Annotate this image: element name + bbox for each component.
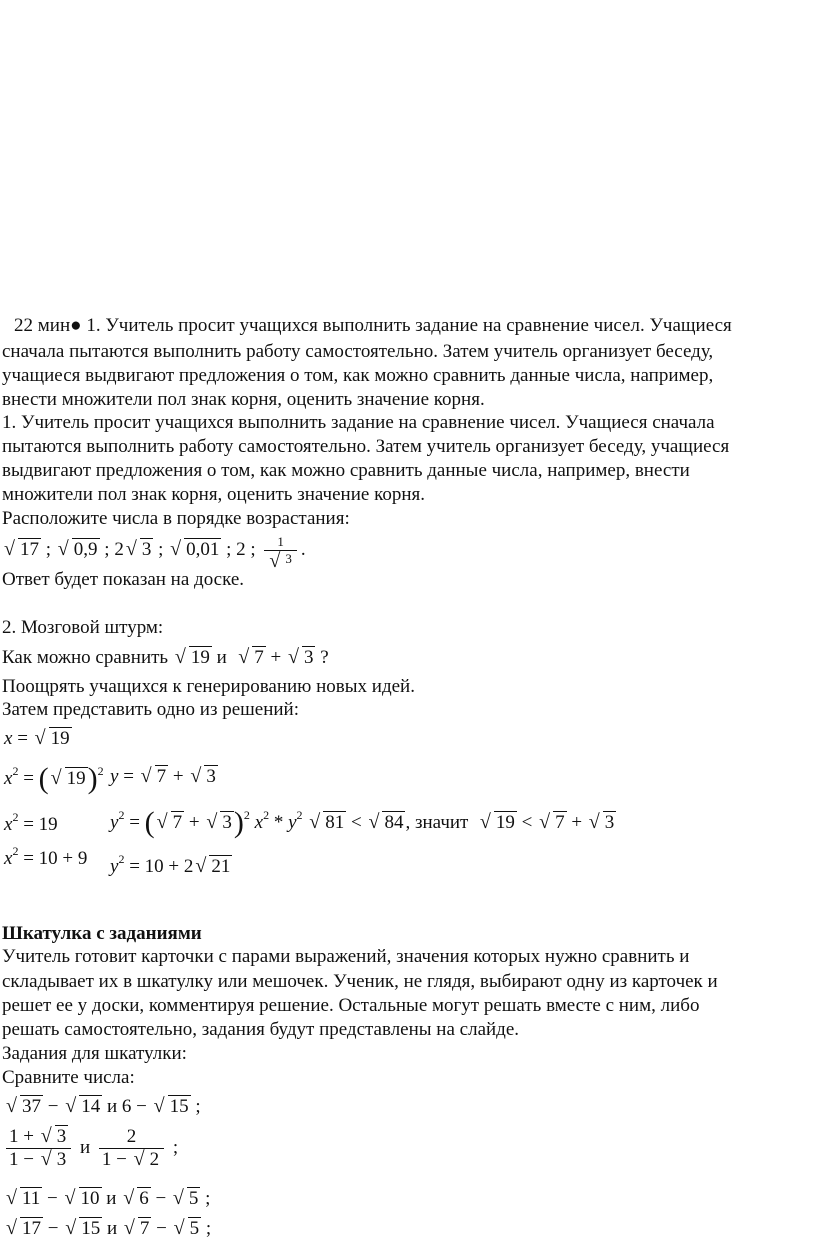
solution-line-1: x = √ 19 [4, 728, 72, 750]
box-task-3: √ 11 − √ 10 и √ 6 − √ 5 ; [4, 1188, 210, 1210]
box-p2: складывает их в шкатулку или мешочек. Ученик, не глядя, выбирают одну из карточек и [2, 971, 718, 992]
box-task-4: √ 17 − √ 15 и √ 7 − √ 5 ; [4, 1218, 211, 1240]
box-title: Шкатулка с заданиями [2, 923, 202, 944]
task2-title: 2. Мозговой штурм: [2, 617, 164, 638]
box-p4: решать самостоятельно, задания будут представлены на слайде. [2, 1019, 520, 1040]
intro-line-2: сначала пытаются выполнить работу самостоятельно. Затем учитель организует беседу, [2, 341, 714, 362]
bullet-icon: ● [70, 315, 82, 336]
box-task-2: $\frac{1 + √ 3}{1 - √ 3}$ и $\frac{2}{1 - √ 2}$ ; [2, 1126, 178, 1171]
intro-line-1: 22 мин● 1. Учитель просит учащихся выполнить задание на сравнение чисел. Учащиеся [14, 315, 732, 336]
task1-line-1: 1. Учитель просит учащихся выполнить задание на сравнение чисел. Учащиеся сначала [2, 412, 715, 433]
solution-line-3b: $y^2$ = (√ 7 + √ 3)$^2$ $x^2 * y^2$ √ 81 < √ 84 , значит √ 19 < √ 7 + √ 3 [110, 806, 616, 840]
solution-line-4b: $y^2 = 10 + 2√$ 21 [110, 852, 232, 878]
task1-numbers: √ 17 ; √ 0,9 ; 2√ 3 ; √ 0,01 ; 2 ; 1 √ 3 . [2, 534, 306, 567]
intro-line-4: внести множители пол знак корня, оценить значение корня. [2, 389, 485, 410]
task2-question: Как можно сравнить √ 19 и √ 7 + √ 3 ? [2, 646, 329, 670]
task1-line-3: выдвигают предложения о том, как можно сравнить данные числа, например, внести [2, 460, 690, 481]
box-tasks-label: Задания для шкатулки: [2, 1043, 187, 1064]
solution-line-2a: $x^2$ = (√ 19)$^2$ [4, 762, 104, 796]
time-label: 22 мин [14, 315, 71, 336]
solution-line-2b: y = √ 7 + √ 3 [110, 766, 218, 788]
task1-line-2: пытаются выполнить работу самостоятельно. Затем учитель организует беседу, учащиеся [2, 436, 730, 457]
solution-line-3a: $x^2 = 19$ [4, 810, 58, 835]
box-task-1: √ 37 − √ 14 и 6 − √ 15 ; [4, 1096, 201, 1118]
task1-line-4: множители пол знак корня, оценить значение корня. [2, 484, 425, 505]
box-compare: Сравните числа: [2, 1067, 135, 1088]
intro-line-3: учащиеся выдвигают предложения о том, как можно сравнить данные числа, например, [2, 365, 714, 386]
task2-encourage: Поощрять учащихся к генерированию новых идей. [2, 676, 415, 697]
task1-answer: Ответ будет показан на доске. [2, 569, 245, 590]
solution-line-4a: $x^2 = 10 + 9$ [4, 844, 88, 869]
task1-instruction: Расположите числа в порядке возрастания: [2, 508, 350, 529]
box-p1: Учитель готовит карточки с парами выражений, значения которых нужно сравнить и [2, 946, 690, 967]
box-p3: решет ее у доски, комментируя решение. Остальные могут решать вместе с ним, либо [2, 995, 700, 1016]
task2-then: Затем представить одно из решений: [2, 699, 299, 720]
